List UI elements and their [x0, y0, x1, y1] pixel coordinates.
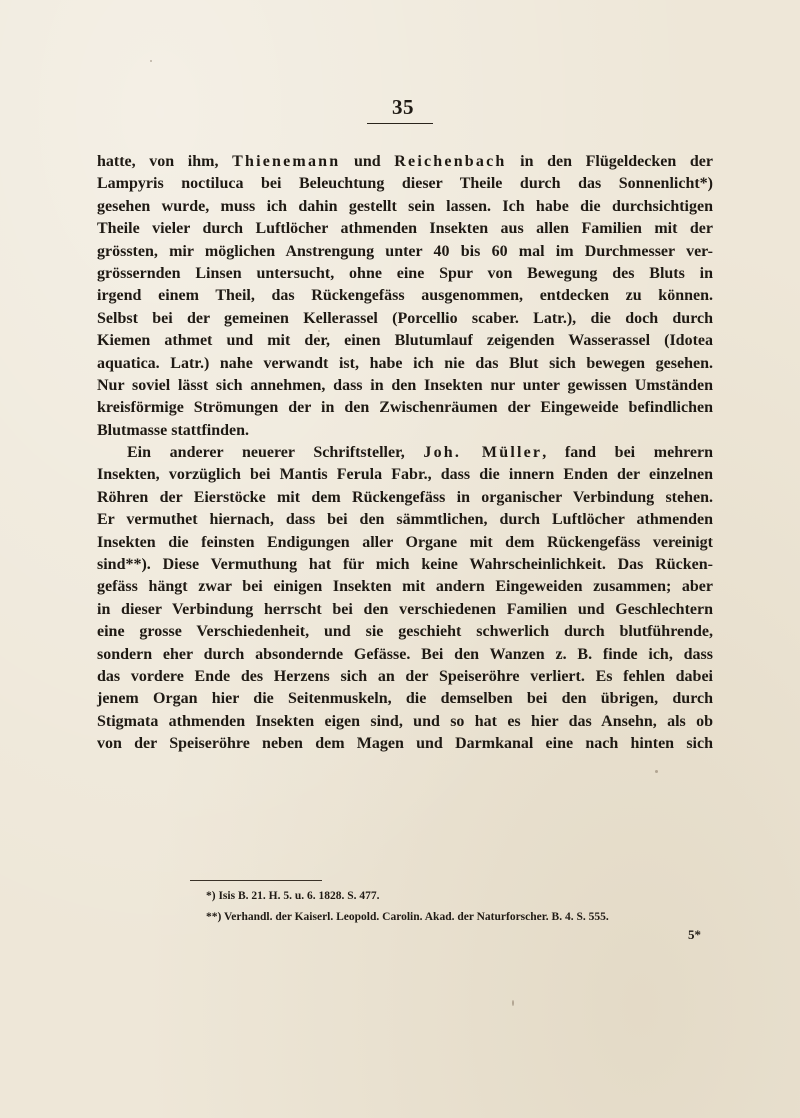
footnotes	[206, 886, 726, 928]
text-fragment: hatte, von ihm,	[97, 153, 233, 170]
paper-speck	[150, 60, 152, 62]
text-line-8: Selbst bei der gemeinen Kellerassel (Porcellio scaber. Latr.), die doch durch	[97, 309, 713, 327]
text-line-2: Lampyris noctiluca bei Beleuchtung dieser Theile durch das Sonnenlicht*)	[97, 175, 713, 193]
paper-speck	[655, 770, 658, 773]
text-line-13: Blutmasse stattfinden.	[97, 421, 250, 439]
text-line-22: eine grosse Verschiedenheit, und sie geschieht schwerlich durch blutführende,	[97, 623, 713, 641]
text-line-1	[97, 151, 713, 173]
spaced-name-mueller: Joh. Müller	[423, 444, 543, 462]
text-line-18: Insekten die feinsten Endigungen aller Organe mit dem Rückengefäss vereinigt	[97, 533, 713, 551]
text-line-21: in dieser Verbindung herrscht bei den verschiedenen Familien und Geschlechtern	[97, 600, 713, 618]
text-line-27: von der Speiseröhre neben dem Magen und Darmkanal eine nach hinten sich	[97, 735, 713, 753]
text-line-4: Theile vieler durch Luftlöcher athmenden Insekten aus allen Familien mit der	[97, 220, 713, 238]
text-line-26: Stigmata athmenden Insekten eigen sind, und so hat es hier das Ansehn, als ob	[97, 712, 713, 730]
paper-speck	[318, 330, 320, 332]
text-line-25: jenem Organ hier die Seitenmuskeln, die demselben bei den übrigen, durch	[97, 690, 713, 708]
text-line-14	[97, 442, 713, 464]
page-number: 35	[392, 95, 414, 119]
text-line-23: sondern eher durch absondernde Gefässe. Bei den Wanzen z. B. finde ich, dass	[97, 645, 713, 663]
text-line-12: kreisförmige Strömungen der in den Zwischenräumen der Eingeweide befindlichen	[97, 399, 713, 417]
text-fragment: in den Flügeldecken der	[506, 153, 713, 170]
text-line-3: gesehen wurde, muss ich dahin gestellt sein lassen. Ich habe die durchsichtigen	[97, 197, 713, 215]
text-line-9: Kiemen athmet und mit der, einen Blutumlauf zeigenden Wasserassel (Idotea	[97, 332, 713, 350]
text-fragment: und	[340, 153, 395, 170]
text-line-19: sind**). Diese Vermuthung hat für mich keine Wahrscheinlichkeit. Das Rücken-	[97, 556, 713, 574]
footnote-2: **) Verhandl. der Kaiserl. Leopold. Carolin. Akad. der Naturforscher. B. 4. S. 555.	[206, 911, 609, 923]
text-line-15: Insekten, vorzüglich bei Mantis Ferula Fabr., dass die innern Enden der einzelnen	[97, 466, 713, 484]
paper-speck	[512, 1000, 514, 1006]
text-fragment: , fand bei mehrern	[542, 444, 714, 462]
text-line-20: gefäss hängt zwar bei einigen Insekten mit andern Eingeweiden zusammen; aber	[97, 578, 713, 596]
text-fragment: Ein anderer neuerer Schriftsteller,	[127, 444, 424, 462]
header-rule	[367, 123, 433, 124]
footnote-rule	[190, 880, 322, 881]
text-line-11: Nur soviel lässt sich annehmen, dass in den Insekten nur unter gewissen Umständen	[97, 376, 713, 394]
footnote-1: *) Isis B. 21. H. 5. u. 6. 1828. S. 477.	[206, 890, 380, 902]
text-line-24: das vordere Ende des Herzens sich an der Speiseröhre verliert. Es fehlen dabei	[97, 667, 713, 685]
signature-mark: 5*	[688, 927, 701, 942]
text-line-5: grössten, mir möglichen Anstrengung unter 40 bis 60 mal im Durchmesser ver-	[97, 242, 713, 260]
text-line-17: Er vermuthet hiernach, dass bei den sämmtlichen, durch Luftlöcher athmenden	[97, 511, 713, 529]
text-line-10: aquatica. Latr.) nahe verwandt ist, habe ich nie das Blut sich bewegen gesehen.	[97, 354, 713, 372]
text-line-6: grössernden Linsen untersucht, ohne eine Spur von Bewegung des Bluts in	[97, 264, 713, 282]
spaced-name-reichenbach: Reichenbach	[394, 153, 507, 170]
text-line-16: Röhren der Eierstöcke mit dem Rückengefäss in organischer Verbindung stehen.	[97, 488, 713, 506]
spaced-name-thienemann: Thienemann	[232, 153, 341, 170]
body-text	[97, 151, 713, 756]
text-line-7: irgend einem Theil, das Rückengefäss ausgenommen, entdecken zu können.	[97, 287, 713, 305]
